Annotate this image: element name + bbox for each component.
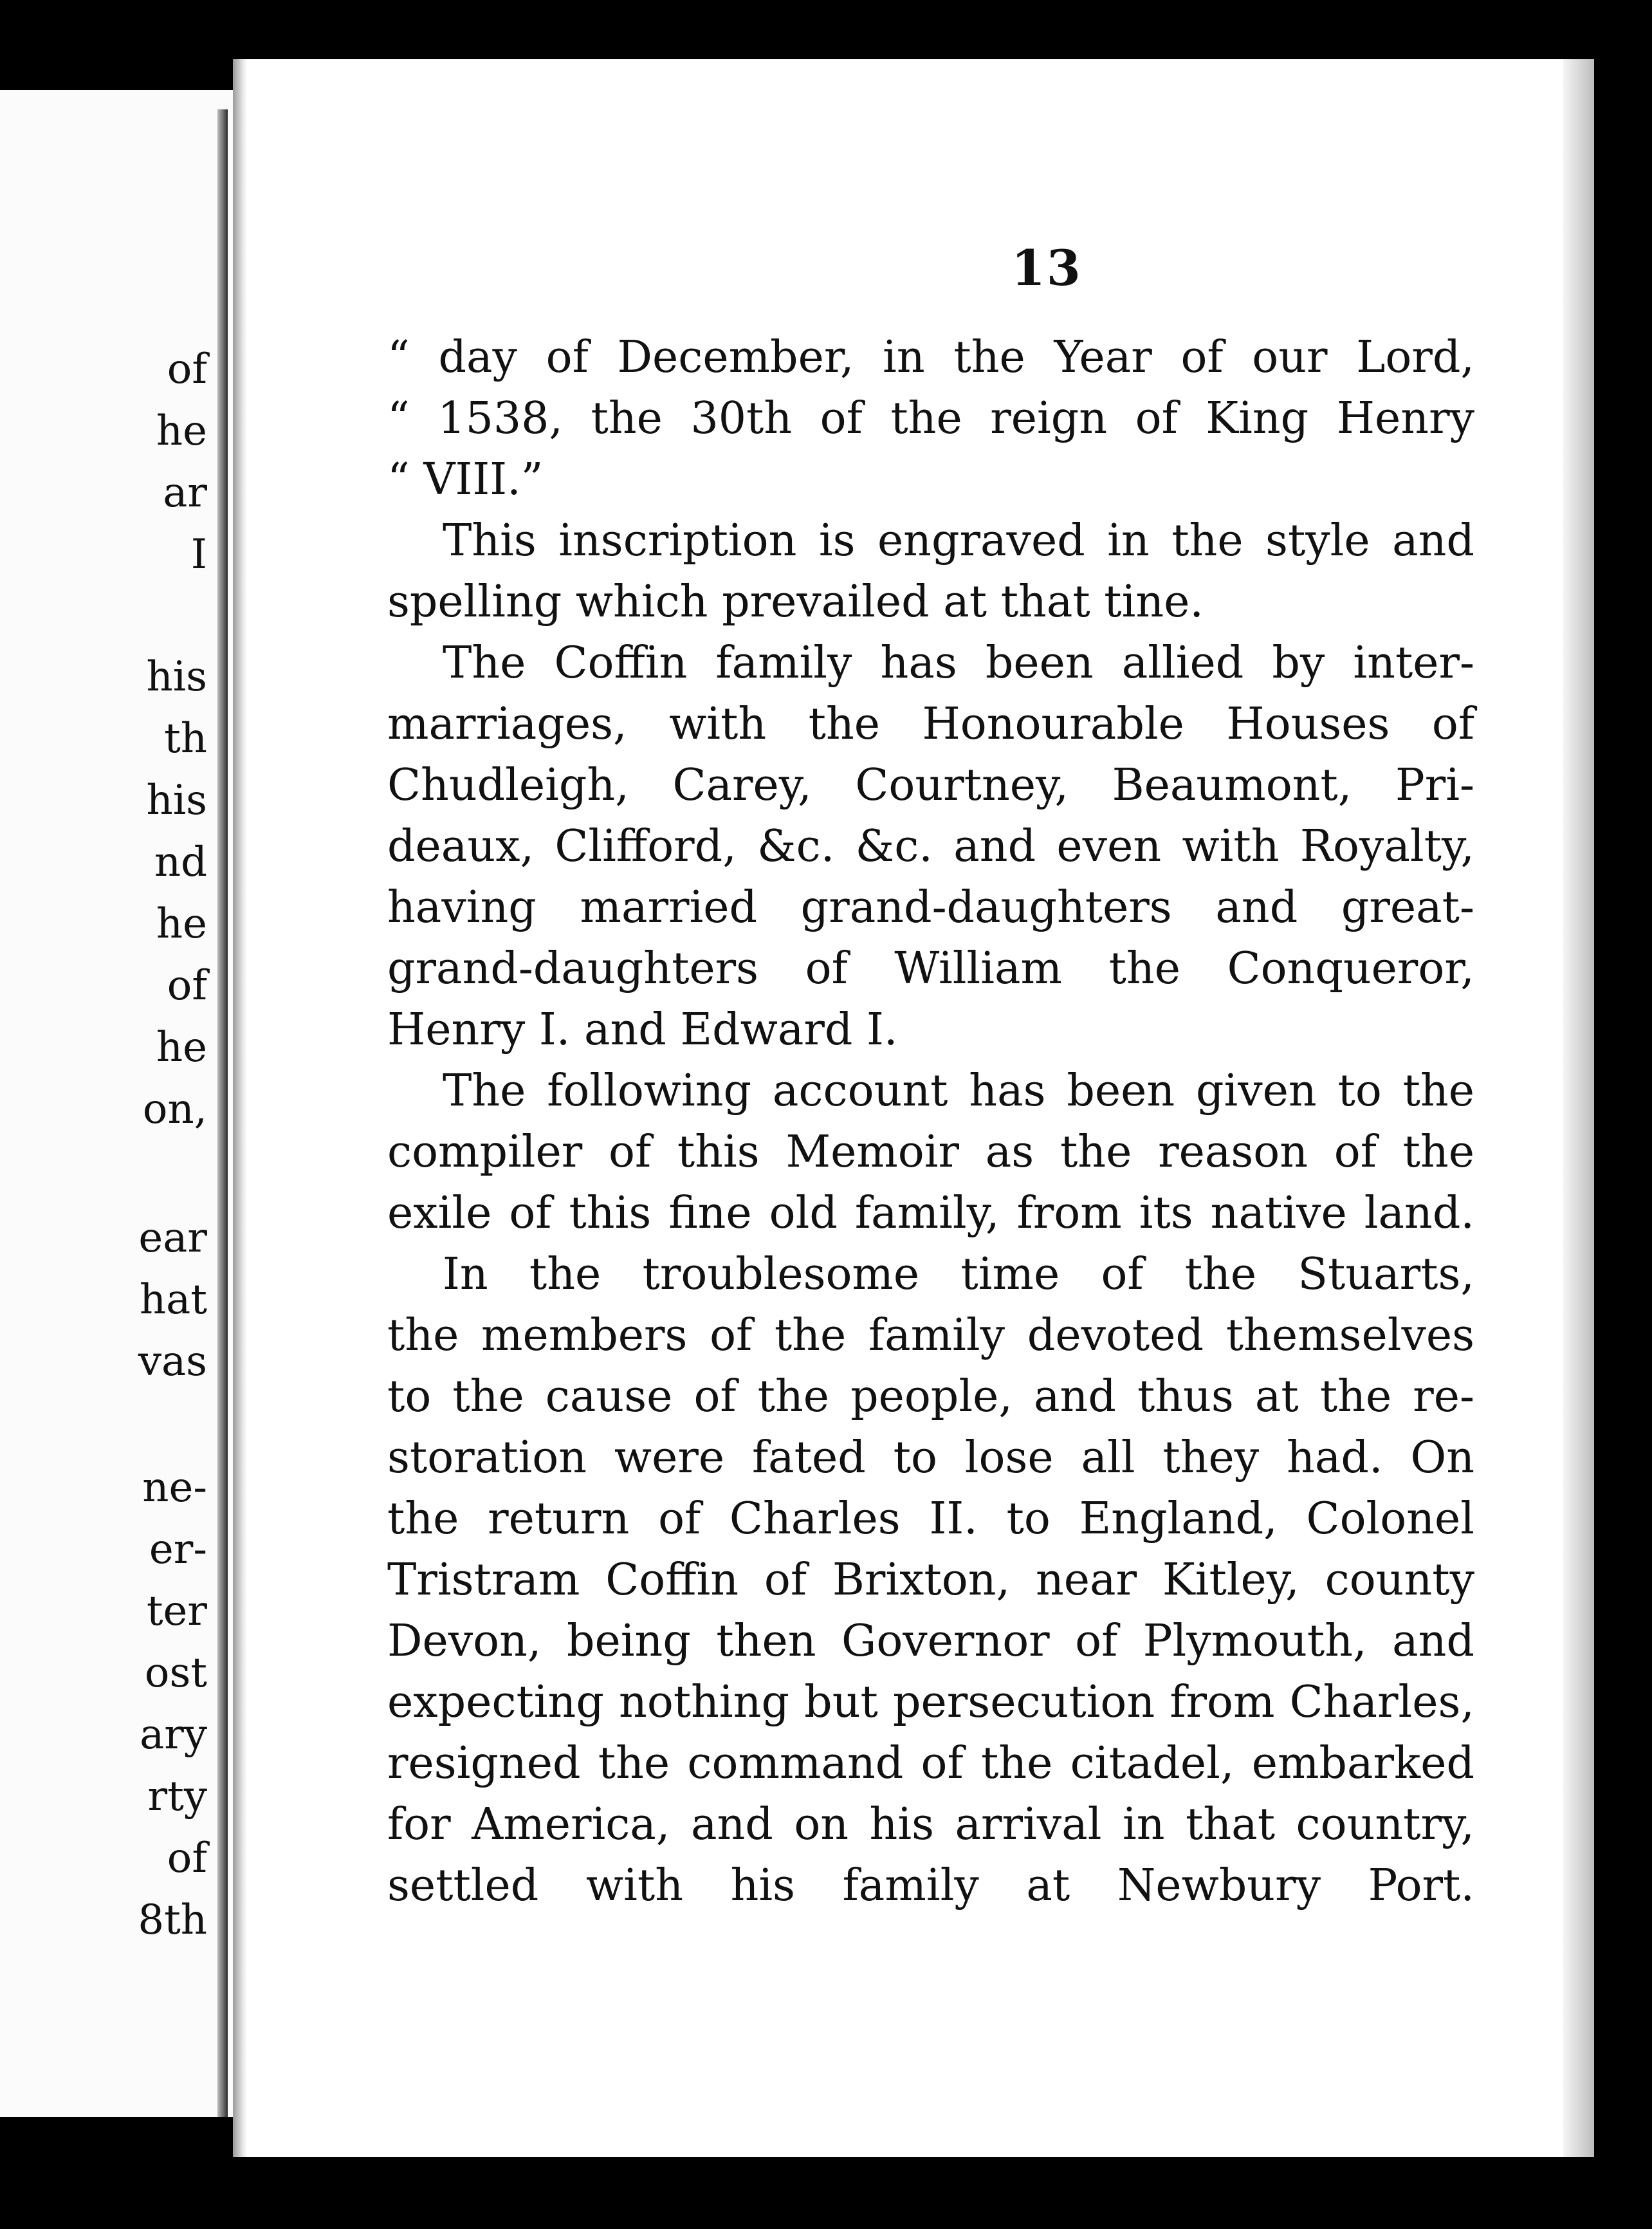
left-page-fragment: rty [147, 1773, 207, 1820]
text-line: deaux, Clifford, &c. &c. and even with Royalty, [387, 821, 1474, 872]
text-line: expecting nothing but persecution from Charles, [387, 1677, 1474, 1728]
left-page-fragment: ar [163, 469, 207, 517]
left-page-fragment: hat [139, 1276, 207, 1324]
text-line: having married grand-daughters and great- [387, 882, 1474, 933]
left-page-fragment: his [146, 777, 207, 824]
text-line: for America, and on his arrival in that country, [387, 1799, 1474, 1850]
left-page-fragment: he [156, 1024, 207, 1071]
left-facing-page [0, 90, 233, 2117]
text-line: “ VIII.” [387, 454, 544, 505]
left-page-fragment: of [167, 346, 207, 393]
text-line: resigned the command of the citadel, embarked [387, 1738, 1474, 1789]
text-line: In the troublesome time of the Stuarts, [443, 1249, 1474, 1300]
left-page-fragment: his [146, 653, 207, 701]
text-line: The following account has been given to the [443, 1066, 1474, 1116]
text-line: marriages, with the Honourable Houses of [387, 699, 1474, 750]
left-page-fragment: he [156, 407, 207, 455]
text-line: to the cause of the people, and thus at the re- [387, 1371, 1474, 1422]
left-page-fragment: he [156, 900, 207, 948]
text-line: This inscription is engraved in the style and [443, 515, 1474, 566]
left-page-fragment: of [167, 1835, 207, 1882]
left-page-fragment: ne- [142, 1464, 207, 1512]
book-page [233, 59, 1594, 2157]
text-line: exile of this fine old family, from its native land. [387, 1188, 1474, 1239]
text-line: Chudleigh, Carey, Courtney, Beaumont, Pri- [387, 760, 1474, 811]
left-page-fragment: ear [138, 1214, 207, 1262]
text-line: grand-daughters of William the Conqueror, [387, 943, 1474, 994]
page-edge [1563, 59, 1594, 2157]
page-gutter-shadow [233, 59, 247, 2157]
text-line: Tristram Coffin of Brixton, near Kitley, county [387, 1555, 1474, 1605]
left-page-fragment: ost [144, 1649, 207, 1697]
left-page-fragment: th [164, 715, 207, 763]
text-line: the return of Charles II. to England, Colonel [387, 1494, 1474, 1544]
text-line: The Coffin family has been allied by inter- [443, 638, 1474, 689]
text-line: spelling which prevailed at that tine. [387, 577, 1204, 627]
left-page-fragment: 8th [138, 1896, 207, 1944]
text-line: Henry I. and Edward I. [387, 1004, 898, 1055]
text-line: storation were fated to lose all they had. On [387, 1432, 1474, 1483]
left-page-fragment: on, [142, 1086, 207, 1133]
book-gutter [217, 109, 228, 2117]
text-line: “ 1538, the 30th of the reign of King Henry [387, 393, 1474, 444]
page-number: 13 [1011, 239, 1082, 297]
text-line: the members of the family devoted themselves [387, 1310, 1474, 1361]
text-line: “ day of December, in the Year of our Lord, [387, 332, 1474, 383]
left-page-fragment: of [167, 962, 207, 1010]
text-line: compiler of this Memoir as the reason of the [387, 1127, 1474, 1178]
left-page-fragment: er- [149, 1526, 207, 1573]
left-page-fragment: vas [138, 1338, 207, 1385]
left-page-fragment: nd [154, 838, 207, 886]
text-line: settled with his family at Newbury Port. [387, 1860, 1474, 1911]
left-page-fragment: I [190, 531, 207, 578]
left-page-fragment: ary [140, 1711, 207, 1759]
text-line: Devon, being then Governor of Plymouth, and [387, 1616, 1474, 1667]
left-page-fragment: ter [146, 1587, 207, 1635]
